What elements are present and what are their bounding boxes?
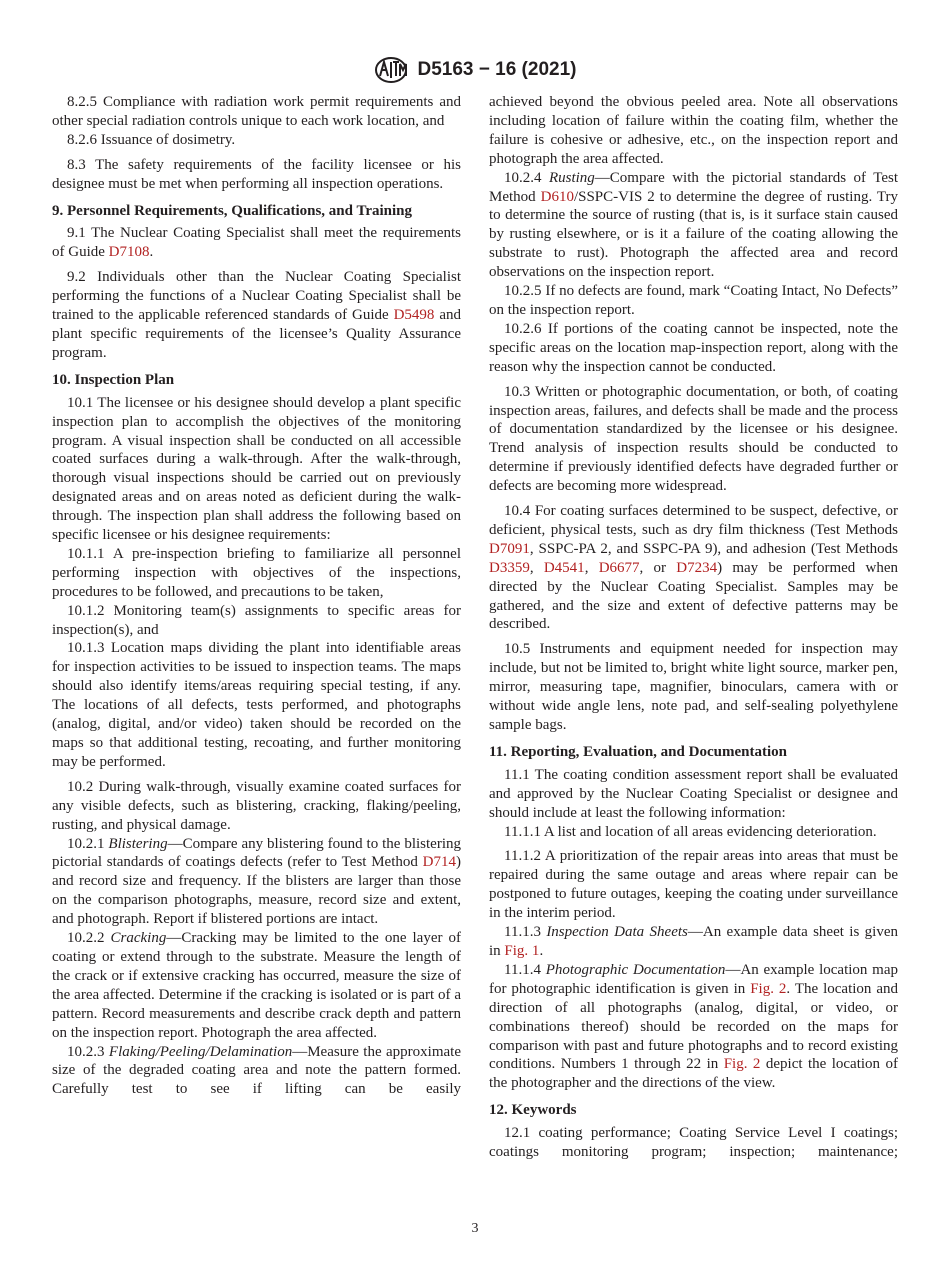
reference-link[interactable]: D714 <box>422 854 456 871</box>
reference-link[interactable]: D5498 <box>393 307 435 324</box>
paragraph <box>52 778 461 835</box>
paragraph <box>489 823 898 842</box>
paragraph <box>52 639 461 771</box>
paragraph-text: 10.2.2 <box>67 930 111 947</box>
paragraph-text: . <box>149 244 154 261</box>
paragraph-text: , or <box>639 559 677 576</box>
paragraph-text: . <box>539 942 544 959</box>
paragraph-text: . The location and direction of all photographs (analog, digital, or video, or combinations thereof) should be recorded on the maps for comparison with past and future photographs and to record existing conditions. Numbers 1 through 22 in <box>489 980 898 1073</box>
paragraph-text: , <box>529 559 544 576</box>
paragraph <box>489 923 898 961</box>
italic-term: Photographic Documentation <box>545 961 726 978</box>
paragraph-text: /SSPC-VIS 2 to determine the degree of rusting. Try to determine the source of rusting (that is, is it surface stain caused by rusting elsewhere, or is it a failure of the coating allowing the substrate to rust). Photograph the affected area and record observations on the inspection report. <box>489 188 898 281</box>
paragraph-text: —Measure the approximate size of the degraded coating area and note the pattern formed. Carefully test to see if lifting can be easily <box>52 1043 461 1098</box>
section-heading: 12. Keywords <box>489 1102 577 1119</box>
paragraph <box>52 224 461 262</box>
paragraph-text: 10.1.1 A pre-inspection briefing to familiarize all personnel performing inspection with objectives of the inspections, procedures to be followed, and precautions to be taken, <box>52 545 461 600</box>
paragraph-text: 8.3 The safety requirements of the facility licensee or his designee must be met when performing all inspection operations. <box>52 156 461 192</box>
paragraph <box>52 394 461 545</box>
paragraph <box>52 929 461 1042</box>
paragraph-text: ) and record size and frequency. If the blisters are larger than those on the comparison photographs, measure, record size and extent, and photograph. Report if blistered portions are intact. <box>52 854 461 928</box>
paragraph-text: 10.3 Written or photographic documentation, or both, of coating inspection areas, failures, and defects shall be made and the process of documentation standardized by the licensee or his designee. Trend analysis of inspection results should be conducted to determine if previously identified defects have degraded further or defects are becoming more widespread. <box>489 383 898 495</box>
paragraph-text: 11.1.4 <box>504 961 546 978</box>
paragraph-text: —An example location map for photographic identification is given in <box>489 961 898 997</box>
reference-link[interactable]: Fig. 2 <box>750 980 787 997</box>
italic-term: Cracking <box>110 930 167 947</box>
paragraph <box>489 320 898 377</box>
italic-term: Rusting <box>548 169 595 186</box>
left-column <box>52 93 461 1099</box>
paragraph-text: 10.2.6 If portions of the coating cannot be inspected, note the specific areas on the location map-inspection report, along with the reason why the inspection cannot be conducted. <box>489 320 898 375</box>
paragraph <box>489 169 898 282</box>
reference-link[interactable]: D3359 <box>489 559 530 576</box>
paragraph-text: 10.2.3 <box>67 1043 109 1060</box>
section-heading: 11. Reporting, Evaluation, and Documentation <box>489 743 787 760</box>
paragraph <box>489 847 898 923</box>
paragraph <box>52 268 461 363</box>
paragraph-text: , SSPC-PA 2, and SSPC-PA 9), and adhesion (Test Methods <box>529 540 898 557</box>
paragraph-text: achieved beyond the obvious peeled area. Note all observations including location of failure within the coating film, whether the failure is cohesive or adhesive, etc., on the inspection report and photograph the area affected. <box>489 94 898 167</box>
paragraph-text: —An example data sheet is given in <box>489 924 898 959</box>
paragraph-text: 11.1.3 <box>504 924 547 941</box>
section-heading: 10. Inspection Plan <box>52 371 175 388</box>
section-heading: 9. Personnel Requirements, Qualifications, and Training <box>52 202 413 219</box>
paragraph-text: 8.2.6 Issuance of dosimetry. <box>67 131 236 148</box>
paragraph-text: 10.1.3 Location maps dividing the plant into identifiable areas for inspection activities to be issued to inspection teams. The maps should also identify items/areas requiring special testing, if any. The locations of all defects, tests performed, and photographs (analog, digital, and/or video) taken should be recorded on the maps so that additional testing, recoating, and further monitoring may be performed. <box>52 640 461 770</box>
italic-term: Inspection Data Sheets <box>546 924 688 941</box>
standard-designation: D5163 − 16 (2021) <box>417 59 577 80</box>
reference-link[interactable]: D6677 <box>598 559 640 576</box>
paragraph-text: 10.2 During walk-through, visually examine coated surfaces for any visible defects, such as blistering, cracking, flaking/peeling, rusting, and physical damage. <box>52 778 461 833</box>
paragraph <box>489 282 898 320</box>
paragraph-text: —Compare with the pictorial standards of Test Method <box>489 169 898 205</box>
paragraph-text: 11.1.1 A list and location of all areas evidencing deterioration. <box>504 823 877 840</box>
paragraph-text: 11.1 The coating condition assessment report shall be evaluated and approved by the Nuclear Coating Specialist or designee and should include at least the following information: <box>489 766 898 821</box>
paragraph-text: 11.1.2 A prioritization of the repair areas into areas that must be repaired during the same outage and areas where repair can be postponed to future outages, keeping the coating under surveillance in the interim period. <box>489 848 898 922</box>
reference-link[interactable]: D7234 <box>676 559 718 576</box>
paragraph <box>52 156 461 194</box>
italic-term: Blistering <box>108 835 168 852</box>
paragraph-text: 8.2.5 Compliance with radiation work permit requirements and other special radiation controls unique to each work location, and <box>52 94 461 129</box>
paragraph <box>52 835 461 930</box>
paragraph <box>52 1043 461 1100</box>
page-header <box>0 56 950 84</box>
paragraph-text: —Cracking may be limited to the one layer of coating or extend through to the substrate. Measure the length of the crack or if extensive cracking has occurred, measure the size of the area affected. Determine if the cracking is isolated or is part of a pattern. Record measurements and describe crack depth and pattern on the inspection report. Photograph the area affected. <box>52 930 461 1041</box>
paragraph-text: 9.1 The Nuclear Coating Specialist shall meet the requirements of Guide <box>52 225 461 261</box>
paragraph <box>489 961 898 1093</box>
paragraph-text: 9.2 Individuals other than the Nuclear Coating Specialist performing the functions of a Nuclear Coating Specialist shall be trained to the applicable referenced standards of Guide <box>52 269 461 324</box>
paragraph <box>489 640 898 735</box>
paragraph-text: 10.2.5 If no defects are found, mark “Coating Intact, No Defects” on the inspection report. <box>489 283 898 318</box>
paragraph <box>489 766 898 823</box>
italic-term: Flaking/Peeling/Delamination <box>108 1043 293 1060</box>
right-column <box>489 93 898 1162</box>
astm-logo-icon <box>374 56 408 84</box>
reference-link[interactable]: D7108 <box>108 244 150 261</box>
paragraph-text: 10.1.2 Monitoring team(s) assignments to specific areas for inspection(s), and <box>52 602 461 638</box>
paragraph-text: ) may be performed when directed by the Nuclear Coating Specialist. Samples may be gathered, and the size and extent of defective patterns may be described. <box>489 559 899 633</box>
paragraph-text: 10.2.4 <box>504 169 549 186</box>
reference-link[interactable]: Fig. 2 <box>723 1056 761 1073</box>
paragraph-text: 10.2.1 <box>67 835 109 852</box>
reference-link[interactable]: Fig. 1 <box>504 942 540 959</box>
reference-link[interactable]: D7091 <box>489 540 530 557</box>
paragraph-text: depict the location of the photographer and the directions of the view. <box>489 1056 898 1092</box>
paragraph-text: 12.1 coating performance; Coating Service Level I coatings; coatings monitoring program; inspection; maintenance; <box>489 1125 898 1161</box>
paragraph <box>489 502 898 634</box>
paragraph <box>489 383 898 496</box>
paragraph <box>52 545 461 602</box>
paragraph <box>489 1124 898 1162</box>
reference-link[interactable]: D610 <box>540 188 574 205</box>
paragraph <box>52 602 461 640</box>
reference-link[interactable]: D4541 <box>543 559 585 576</box>
paragraph-text: 10.4 For coating surfaces determined to be suspect, defective, or deficient, physical tests, such as dry film thickness (Test Methods <box>489 503 898 538</box>
paragraph <box>52 93 461 131</box>
paragraph <box>52 131 461 150</box>
paragraph-text: , <box>584 559 599 576</box>
paragraph-text: —Compare any blistering found to the blistering pictorial standards of coatings defects (refer to Test Method <box>52 835 462 871</box>
page-number: 3 <box>471 1221 479 1236</box>
paragraph-text: and plant specific requirements of the licensee’s Quality Assurance program. <box>52 307 461 361</box>
paragraph-text: 10.1 The licensee or his designee should develop a plant specific inspection plan to accomplish the objectives of the monitoring program. A visual inspection shall be conducted on all accessible coated surfaces during a walk-through. After the walk-through, thorough visual inspections should be carried out on previously designated areas and on areas noted as deficient during the walk-through. The inspection plan shall address the following based on specific licensee or his designee requirements: <box>52 394 461 544</box>
paragraph <box>489 93 898 169</box>
paragraph-text: 10.5 Instruments and equipment needed for inspection may include, but not be limited to, bright white light source, marker pen, mirror, measuring tape, magnifier, binoculars, camera with or without wide angle lens, note pad, and self-sealing polyethylene sample bags. <box>489 641 898 733</box>
